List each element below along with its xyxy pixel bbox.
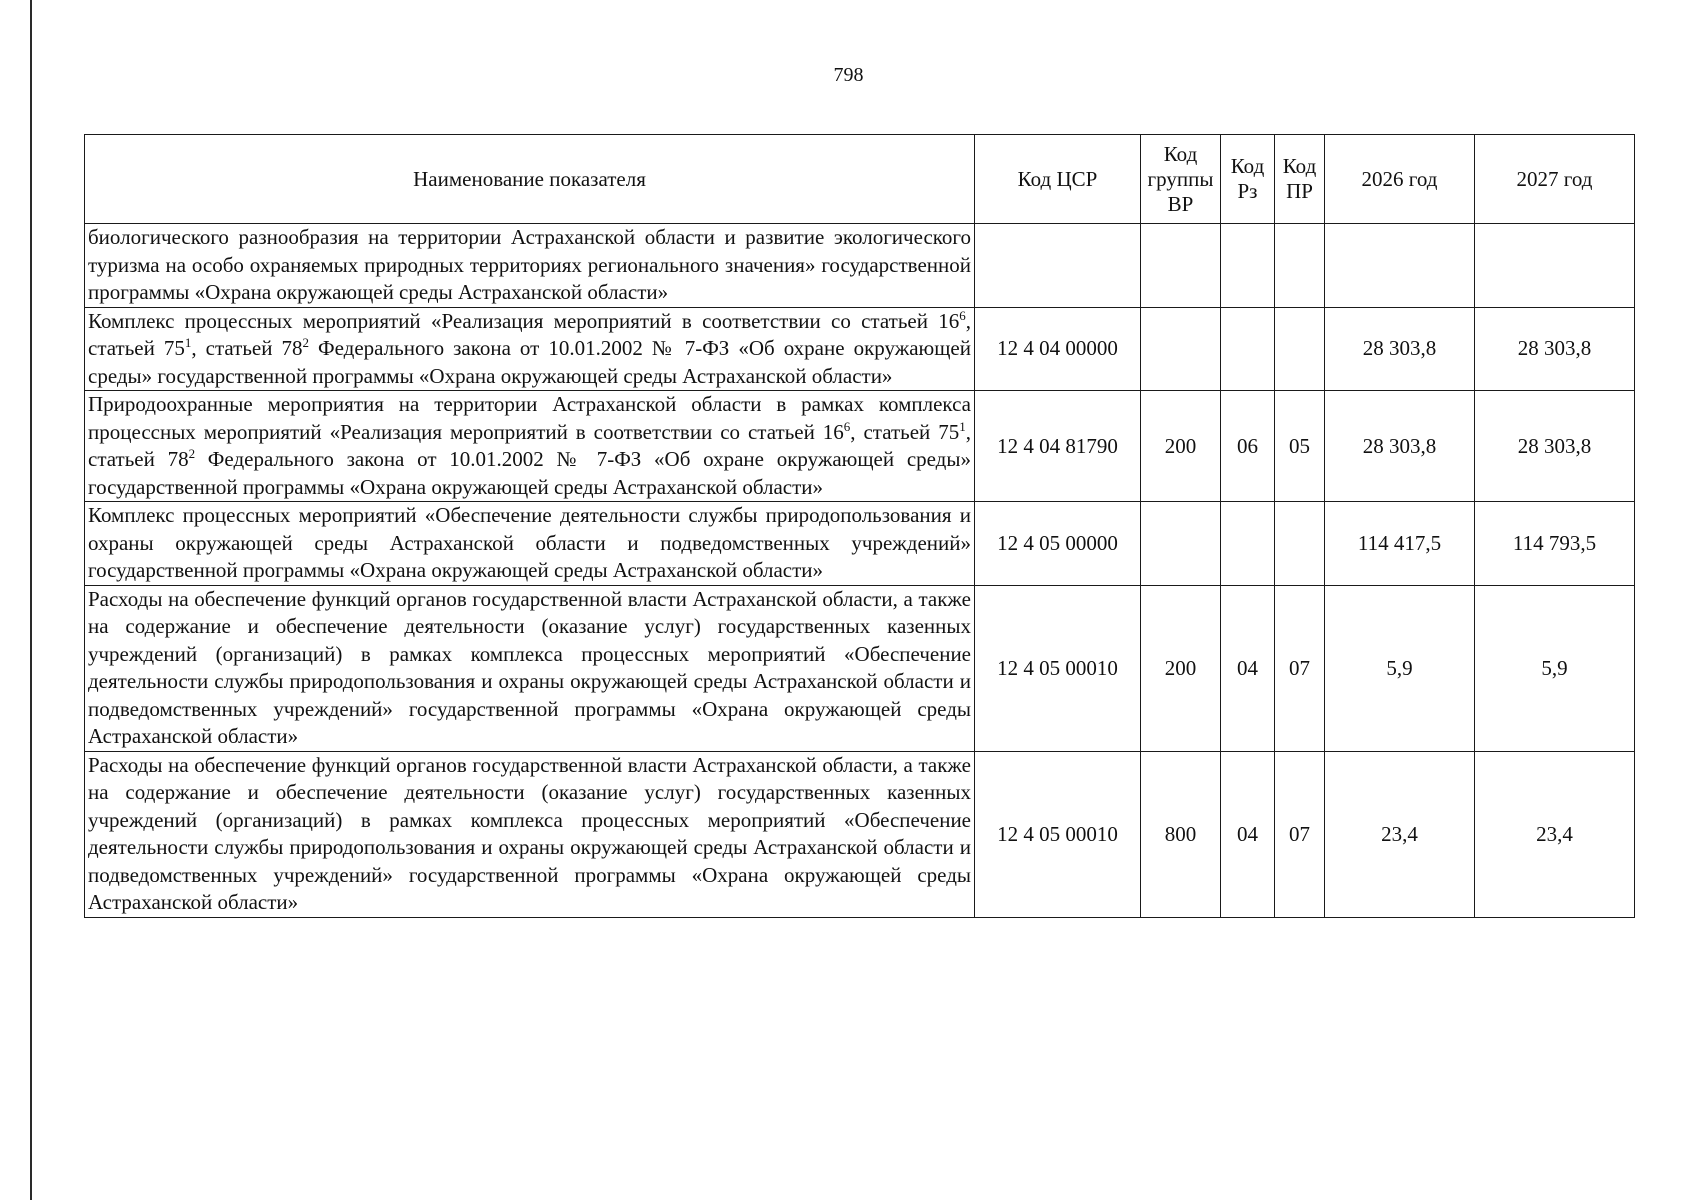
row-2027: 23,4 [1475, 751, 1635, 917]
row-pr [1275, 307, 1325, 391]
row-2026: 28 303,8 [1325, 307, 1475, 391]
row-name-superscript: 2 [188, 446, 196, 461]
row-name-superscript: 1 [184, 335, 192, 350]
row-csr: 12 4 05 00000 [975, 502, 1141, 586]
row-name: Расходы на обеспечение функций органов государственной власти Астраханской области, а также на содержание и обеспечение деятельности (оказание услуг) государственных казенных учреждений (организаций) в рамках комплекса процессных мероприятий «Обеспечение деятельности службы природопользования и охраны окружающей среды Астраханской области и подведомственных учреждений» государственной программы «Охрана окружающей среды Астраханской области» [85, 585, 975, 751]
row-rz [1221, 224, 1275, 308]
row-rz [1221, 502, 1275, 586]
row-pr: 07 [1275, 751, 1325, 917]
row-name-part: Природоохранные мероприятия на территории Астраханской области в рамках комплекса процессных мероприятий «Реализация мероприятий в соответствии со статьей 16 [88, 392, 971, 444]
row-name: Комплекс процессных мероприятий «Обеспечение деятельности службы природопользования и охраны окружающей среды Астраханской области и подведомственных учреждений» государственной программы «Охрана окружающей среды Астраханской области» [85, 502, 975, 586]
scan-edge-line [30, 0, 32, 1200]
table-row [85, 224, 1635, 308]
row-2027: 114 793,5 [1475, 502, 1635, 586]
table-row [85, 391, 1635, 502]
row-vr [1141, 502, 1221, 586]
row-rz: 04 [1221, 751, 1275, 917]
row-2026: 114 417,5 [1325, 502, 1475, 586]
row-2026: 23,4 [1325, 751, 1475, 917]
row-name: биологического разнообразия на территории Астраханской области и развитие экологического туризма на особо охраняемых природных территориях регионального значения» государственной программы «Охрана окружающей среды Астраханской области» [85, 224, 975, 308]
row-name-part: , статьей 75 [850, 419, 960, 444]
row-vr [1141, 224, 1221, 308]
row-vr [1141, 307, 1221, 391]
row-pr [1275, 502, 1325, 586]
row-pr: 05 [1275, 391, 1325, 502]
header-pr: Код ПР [1275, 135, 1325, 224]
row-2027: 5,9 [1475, 585, 1635, 751]
table-header-row [85, 135, 1635, 224]
table-row [85, 502, 1635, 586]
header-rz: Код Рз [1221, 135, 1275, 224]
table-row [85, 751, 1635, 917]
row-vr: 800 [1141, 751, 1221, 917]
row-name: Расходы на обеспечение функций органов государственной власти Астраханской области, а также на содержание и обеспечение деятельности (оказание услуг) государственных казенных учреждений (организаций) в рамках комплекса процессных мероприятий «Обеспечение деятельности службы природопользования и охраны окружающей среды Астраханской области и подведомственных учреждений» государственной программы «Охрана окружающей среды Астраханской области» [85, 751, 975, 917]
table-row [85, 585, 1635, 751]
row-name-part: Федерального закона от 10.01.2002 № 7-ФЗ «Об охране окружающей среды» государственной программы «Охрана окружающей среды Астраханской области» [88, 447, 971, 499]
row-name-superscript: 6 [843, 418, 851, 434]
row-name-superscript: 1 [959, 418, 966, 434]
row-name-part: Комплекс процессных мероприятий «Реализация мероприятий в соответствии со статьей 16 [88, 308, 960, 333]
row-name-part: , статьей 75 [88, 308, 971, 360]
row-pr [1275, 224, 1325, 308]
row-pr: 07 [1275, 585, 1325, 751]
row-name-part: Федерального закона от 10.01.2002 № 7-ФЗ «Об охране окружающей среды» государственной программы «Охрана окружающей среды Астраханской области» [88, 336, 971, 388]
budget-table [84, 134, 1635, 918]
row-name-superscript: 2 [302, 335, 310, 350]
row-name [85, 391, 975, 502]
row-2027: 28 303,8 [1475, 391, 1635, 502]
table-row [85, 307, 1635, 391]
header-name: Наименование показателя [85, 135, 975, 224]
row-vr: 200 [1141, 585, 1221, 751]
header-2027: 2027 год [1475, 135, 1635, 224]
row-name-part: , статьей 78 [191, 336, 303, 360]
row-rz [1221, 307, 1275, 391]
row-2027 [1475, 224, 1635, 308]
row-csr: 12 4 05 00010 [975, 751, 1141, 917]
header-vr: Код группы ВР [1141, 135, 1221, 224]
page-number: 798 [833, 64, 864, 86]
row-rz: 04 [1221, 585, 1275, 751]
row-rz: 06 [1221, 391, 1275, 502]
row-name [85, 307, 975, 391]
row-csr: 12 4 04 81790 [975, 391, 1141, 502]
row-2026: 5,9 [1325, 585, 1475, 751]
row-csr: 12 4 05 00010 [975, 585, 1141, 751]
row-name-part: , статьей 78 [88, 419, 971, 471]
row-2027: 28 303,8 [1475, 307, 1635, 391]
header-2026: 2026 год [1325, 135, 1475, 224]
row-2026: 28 303,8 [1325, 391, 1475, 502]
row-2026 [1325, 224, 1475, 308]
row-name-superscript: 6 [959, 307, 966, 323]
row-csr [975, 224, 1141, 308]
row-csr: 12 4 04 00000 [975, 307, 1141, 391]
row-vr: 200 [1141, 391, 1221, 502]
header-csr: Код ЦСР [975, 135, 1141, 224]
